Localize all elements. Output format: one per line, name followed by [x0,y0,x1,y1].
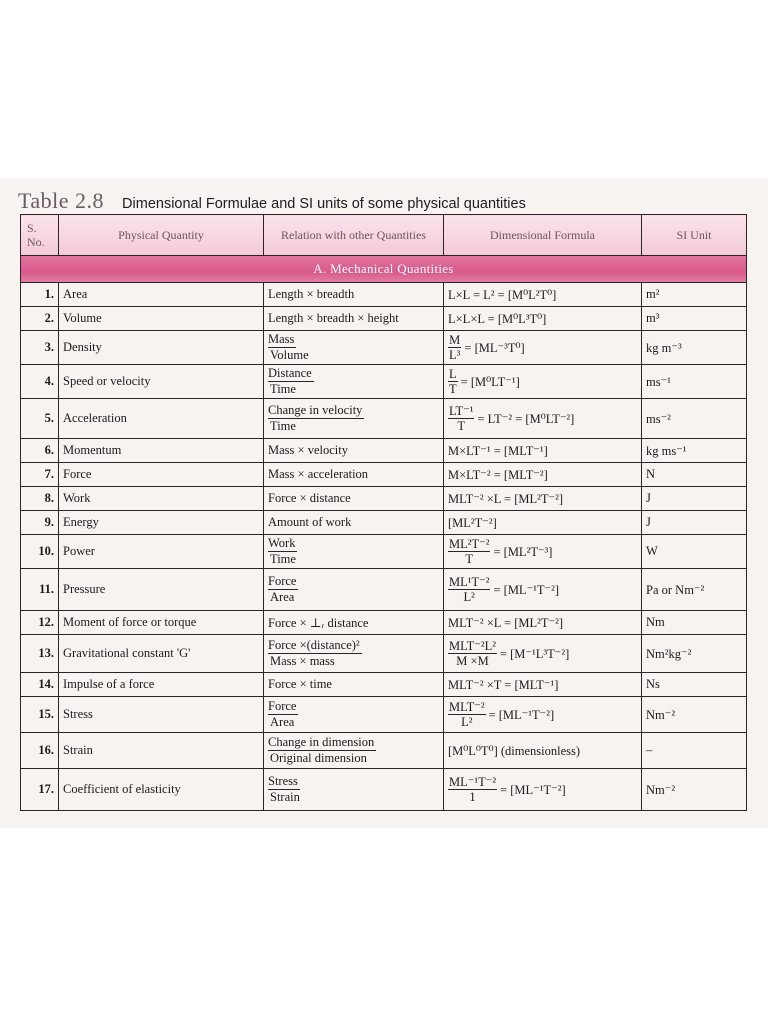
relation-numerator: Change in velocity [268,403,363,417]
relation-fraction [268,774,439,805]
formula-fraction [448,367,458,396]
relation-cell [264,283,444,307]
formula-cell [444,399,642,439]
formula-text: MLT⁻² ×L = [ML²T⁻²] [448,615,564,630]
relation-text: Mass × acceleration [268,467,369,481]
header-quantity: Physical Quantity [59,215,264,256]
formula-denominator: T [449,382,457,396]
physical-quantity: Volume [59,307,264,331]
formula-result: = [M⁻¹L³T⁻²] [499,646,570,661]
table-row [21,365,747,399]
si-unit: ms⁻² [642,399,747,439]
formula-cell [444,463,642,487]
physical-quantity: Work [59,487,264,511]
relation-fraction [268,332,439,363]
table-row [21,307,747,331]
formula-denominator: 1 [469,790,476,804]
formula-fraction [448,537,490,566]
formula-result: = [ML⁻³T⁰] [464,340,525,355]
formula-cell [444,487,642,511]
relation-numerator: Stress [268,774,298,788]
relation-cell [264,769,444,811]
relation-numerator: Change in dimension [268,735,375,749]
formula-fraction [448,700,486,729]
relation-text: Mass × velocity [268,443,348,457]
relation-numerator: Distance [268,366,312,380]
physical-quantity: Energy [59,511,264,535]
formula-fraction [448,333,461,362]
si-unit: – [642,733,747,769]
formula-cell [444,697,642,733]
formula-numerator: LT⁻¹ [449,404,474,418]
formula-numerator: MLT⁻² [449,700,485,714]
si-unit: Nm⁻² [642,697,747,733]
formula-result: = [ML²T⁻³] [493,544,553,559]
relation-cell [264,487,444,511]
relation-cell [264,569,444,611]
relation-fraction [268,735,439,766]
formula-cell [444,569,642,611]
si-unit: m³ [642,307,747,331]
row-number: 15. [21,697,59,733]
si-unit: N [642,463,747,487]
formula-fraction [448,639,497,668]
formula-expression [448,639,569,668]
formula-fraction [448,404,474,433]
relation-cell [264,511,444,535]
si-unit: ms⁻¹ [642,365,747,399]
si-unit: kg m⁻³ [642,331,747,365]
table-row [21,283,747,307]
row-number: 16. [21,733,59,769]
relation-denominator: Time [270,552,296,566]
section-title: A. Mechanical Quantities [21,256,747,283]
formula-expression [448,367,520,396]
table-row [21,439,747,463]
relation-fraction [268,366,439,397]
table-row [21,611,747,635]
formula-cell [444,283,642,307]
formula-expression [448,537,552,566]
formula-denominator: T [457,419,466,433]
formula-expression [448,333,525,362]
relation-denominator: Strain [270,790,300,804]
row-number: 12. [21,611,59,635]
row-number: 11. [21,569,59,611]
relation-numerator: Force ×(distance)² [268,638,360,652]
formula-cell [444,365,642,399]
formula-numerator: M [449,333,461,347]
table-header-row [21,215,747,256]
table-row [21,511,747,535]
table-row [21,697,747,733]
relation-fraction [268,403,439,434]
relation-text: Length × breadth × height [268,311,399,325]
si-unit: Nm [642,611,747,635]
si-unit: Nm²kg⁻² [642,635,747,673]
table-row [21,463,747,487]
physical-quantity: Moment of force or torque [59,611,264,635]
physical-quantity: Gravitational constant 'G' [59,635,264,673]
relation-fraction [268,699,439,730]
header-relation: Relation with other Quantities [264,215,444,256]
formula-result: = LT⁻² = [M⁰LT⁻²] [477,411,575,426]
relation-cell [264,673,444,697]
formula-cell [444,331,642,365]
relation-cell [264,307,444,331]
relation-fraction [268,638,439,669]
table-row [21,769,747,811]
formula-expression [448,775,566,804]
row-number: 10. [21,535,59,569]
formula-expression [448,700,554,729]
physical-quantity: Stress [59,697,264,733]
si-unit: kg ms⁻¹ [642,439,747,463]
row-number: 7. [21,463,59,487]
si-unit: J [642,511,747,535]
section-header-row [21,256,747,283]
table-title: Dimensional Formulae and SI units of some physical quantities [122,196,526,212]
physical-quantity: Area [59,283,264,307]
table-row [21,733,747,769]
formula-cell [444,535,642,569]
relation-text: Force × distance [268,491,351,505]
formula-expression [448,575,559,604]
relation-cell [264,365,444,399]
formula-cell [444,307,642,331]
relation-cell [264,439,444,463]
relation-denominator: Time [270,382,296,396]
relation-cell [264,463,444,487]
relation-text: Length × breadth [268,287,355,301]
relation-numerator: Force [268,699,297,713]
si-unit: J [642,487,747,511]
relation-cell [264,733,444,769]
relation-denominator: Volume [270,348,309,362]
formula-cell [444,635,642,673]
formula-cell [444,733,642,769]
relation-denominator: Mass × mass [270,654,335,668]
formula-text: M×LT⁻² = [MLT⁻²] [448,467,548,482]
table-row [21,673,747,697]
formula-cell [444,769,642,811]
relation-denominator: Original dimension [270,751,367,765]
relation-text: Force × ⊥ᵣ distance [268,615,369,630]
formula-text: L×L×L = [M⁰L³T⁰] [448,311,547,326]
row-number: 3. [21,331,59,365]
relation-cell [264,399,444,439]
relation-cell [264,635,444,673]
relation-text: Force × time [268,677,332,691]
formula-denominator: L² [463,590,475,604]
row-number: 17. [21,769,59,811]
relation-denominator: Area [270,715,295,729]
formula-text: M×LT⁻¹ = [MLT⁻¹] [448,443,548,458]
physical-quantity: Impulse of a force [59,673,264,697]
header-sno: S. No. [21,215,59,256]
formula-denominator: L³ [449,348,461,362]
relation-fraction [268,574,439,605]
relation-numerator: Mass [268,332,295,346]
row-number: 1. [21,283,59,307]
formula-expression [448,404,574,433]
relation-cell [264,611,444,635]
formula-fraction [448,575,490,604]
formula-cell [444,611,642,635]
si-unit: Ns [642,673,747,697]
physical-quantity: Strain [59,733,264,769]
si-unit: Nm⁻² [642,769,747,811]
formula-denominator: L² [461,715,473,729]
physical-quantity: Force [59,463,264,487]
physical-quantity: Momentum [59,439,264,463]
table-row [21,569,747,611]
table-row [21,635,747,673]
table-number: Table 2.8 [18,188,105,213]
formula-numerator: ML⁻¹T⁻² [449,775,497,789]
formula-text: MLT⁻² ×L = [ML²T⁻²] [448,491,564,506]
si-unit: W [642,535,747,569]
row-number: 13. [21,635,59,673]
row-number: 8. [21,487,59,511]
formula-result: = [M⁰LT⁻¹] [460,374,520,389]
formula-numerator: MLT⁻²L² [449,639,496,653]
formula-result: = [ML⁻¹T⁻²] [500,782,566,797]
table-row [21,487,747,511]
formula-numerator: L [449,367,457,381]
relation-denominator: Area [270,590,295,604]
formula-numerator: ML¹T⁻² [449,575,490,589]
header-formula: Dimensional Formula [444,215,642,256]
relation-numerator: Force [268,574,297,588]
row-number: 4. [21,365,59,399]
formula-result: = [ML⁻¹T⁻²] [493,582,560,597]
physical-quantity: Coefficient of elasticity [59,769,264,811]
relation-denominator: Time [270,419,296,433]
table-row [21,399,747,439]
table-row [21,331,747,365]
relation-cell [264,535,444,569]
physical-quantity: Power [59,535,264,569]
row-number: 6. [21,439,59,463]
relation-cell [264,697,444,733]
si-unit: m² [642,283,747,307]
header-unit: SI Unit [642,215,747,256]
formula-text: L×L = L² = [M⁰L²T⁰] [448,287,557,302]
row-number: 9. [21,511,59,535]
physical-quantity: Pressure [59,569,264,611]
formula-cell [444,511,642,535]
relation-fraction [268,536,439,567]
formula-fraction [448,775,497,804]
formula-cell [444,439,642,463]
formula-cell [444,673,642,697]
formula-text: [ML²T⁻²] [448,515,497,530]
si-unit: Pa or Nm⁻² [642,569,747,611]
row-number: 5. [21,399,59,439]
physical-quantity: Density [59,331,264,365]
formula-denominator: T [465,552,474,566]
relation-text: Amount of work [268,515,352,529]
table-row [21,535,747,569]
formula-numerator: ML²T⁻² [449,537,490,551]
row-number: 14. [21,673,59,697]
formula-text: MLT⁻² ×T = [MLT⁻¹] [448,677,559,692]
relation-cell [264,331,444,365]
physical-quantity: Acceleration [59,399,264,439]
formula-text: [M⁰L⁰T⁰] (dimensionless) [448,743,581,758]
dimensional-formulae-table [20,214,747,811]
formula-result: = [ML⁻¹T⁻²] [488,707,555,722]
row-number: 2. [21,307,59,331]
formula-denominator: M ×M [456,654,489,668]
physical-quantity: Speed or velocity [59,365,264,399]
relation-numerator: Work [268,536,296,550]
